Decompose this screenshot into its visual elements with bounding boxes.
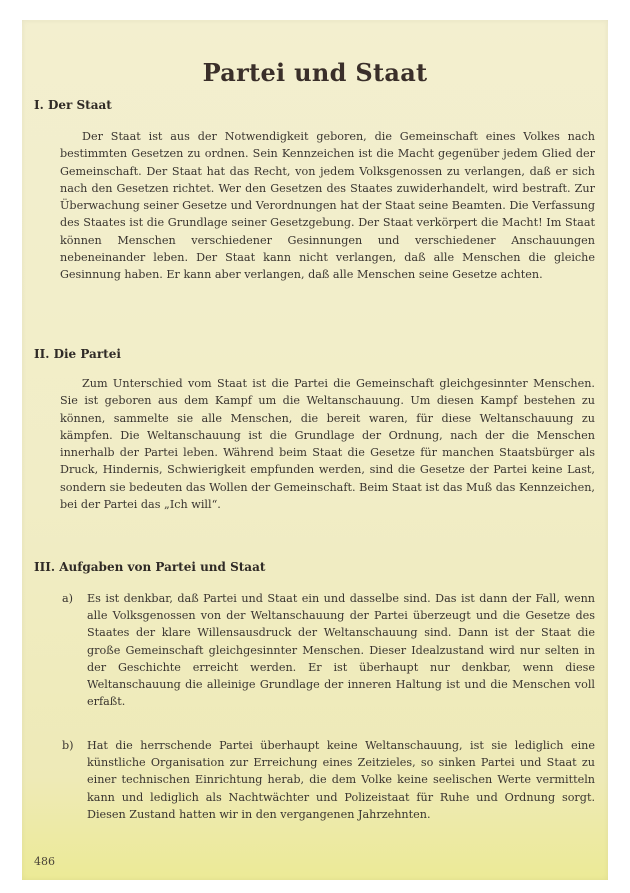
list-item-text: Hat die herrschende Partei überhaupt keine Weltanschauung, ist sie lediglich eine künstliche Organisation zur Erreichung eines Zeitzieles, so sinken Partei und Staat zu einer technischen Einrichtung herab, die dem Volke keine seelischen Werte vermitteln kann und lediglich als Nachtwächter und Polizeistaat für Ruhe und Ordnung sorgt. Diesen Zustand hatten wir in den vergangenen Jahrzehnten. <box>87 739 595 821</box>
paragraph-partei: Zum Unterschied vom Staat ist die Partei die Gemeinschaft gleichgesinnter Menschen. Sie ist geboren aus dem Kampf um die Weltanschauung. Um diesen Kampf bestehen zu können, sammelte sie alle Menschen, die bereit waren, für diese Weltanschauung zu kämpfen. Die Weltanschauung ist die Grundlage der Ordnung, nach der die Menschen innerhalb der Partei leben. Während beim Staat die Gesetze für manchen Staatsbürger als Druck, Hindernis, Schwierigkeit empfunden werden, sind die Gesetze der Partei keine Last, sondern sie bedeuten das Wollen der Gemeinschaft. Beim Staat ist das Muß das Kennzeichen, bei der Partei das „Ich will“. <box>60 377 595 512</box>
list-item-a <box>62 590 595 710</box>
list-item-text: Es ist denkbar, daß Partei und Staat ein und dasselbe sind. Das ist dann der Fall, wenn alle Volksgenossen von der Weltanschauung der Partei überzeugt und die Gesetze des Staates der klare Willensausdruck der Weltanschauung sind. Dann ist der Staat die große Gemeinschaft gleichgesinnter Menschen. Dieser Idealzustand wird nur selten in der Geschichte erreicht werden. Er ist überhaupt nur denkbar, wenn diese Weltanschauung die alleinige Grundlage der inneren Haltung ist und die Menschen voll erfaßt. <box>87 592 595 709</box>
section-heading-partei: II. Die Partei <box>34 347 121 361</box>
list-marker: b) <box>62 739 74 752</box>
section-heading-staat: I. Der Staat <box>34 98 112 112</box>
page-title: Partei und Staat <box>202 58 428 87</box>
paragraph-staat: Der Staat ist aus der Notwendigkeit geboren, die Gemeinschaft eines Volkes nach bestimmten Gesetzen zu ordnen. Sein Kennzeichen ist die Macht gegenüber jedem Glied der Gemeinschaft. Der Staat hat das Recht, von jedem Volksgenossen zu verlangen, daß er sich nach den Gesetzen richtet. Wer den Gesetzen des Staates zuwiderhandelt, wird bestraft. Zur Überwachung seiner Gesetze und Verordnungen hat der Staat seine Beamten. Die Verfassung des Staates ist die Grundlage seiner Gesetzgebung. Der Staat verkörpert die Macht! Im Staat können Menschen verschiedener Gesinnungen und verschiedener Anschauungen nebeneinander leben. Der Staat kann nicht verlangen, daß alle Menschen die gleiche Gesinnung haben. Er kann aber verlangen, daß alle Menschen seine Gesetze achten. <box>60 130 595 282</box>
page-number: 486 <box>34 855 55 868</box>
list-marker: a) <box>62 592 74 605</box>
list-item-b <box>62 737 595 823</box>
document-page <box>22 20 608 880</box>
section-heading-aufgaben: III. Aufgaben von Partei und Staat <box>34 560 266 574</box>
